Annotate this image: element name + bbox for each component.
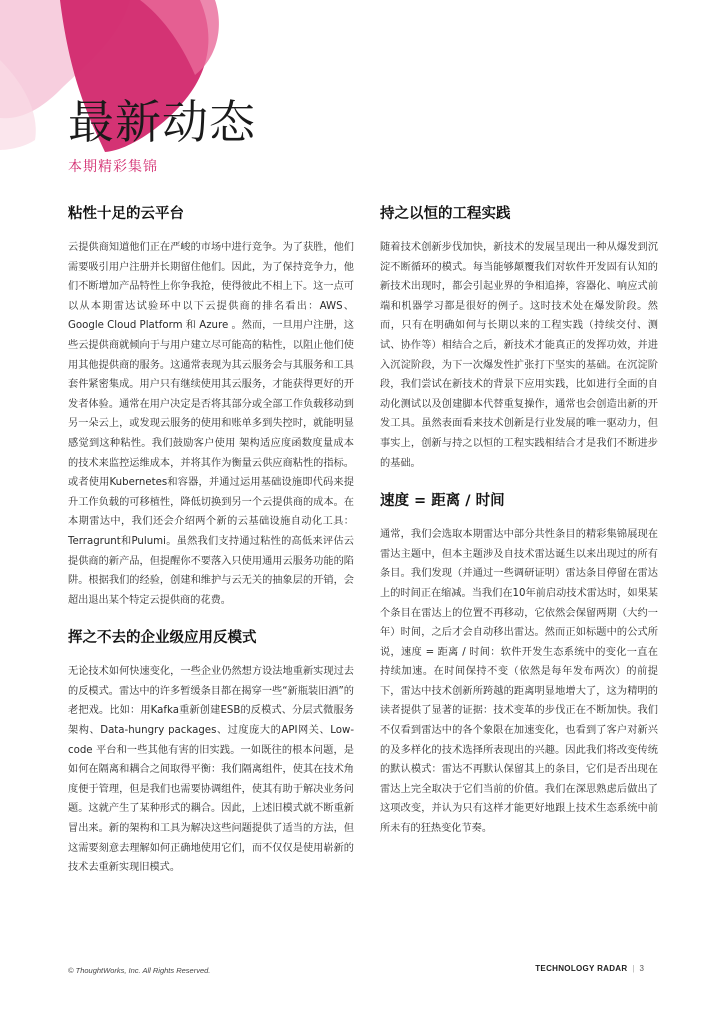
section-heading: 挥之不去的企业级应用反模式: [68, 630, 257, 647]
section-velocity: [380, 491, 658, 839]
section-body: 随着技术创新步伐加快，新技术的发展呈现出一种从爆发到沉淀不断循环的模式。每当能够颠覆我们对软件开发固有认知的新技术出现时，都会引起业界的争相追捧，容器化、响应式前端和机器学习都是很好的例子。这时技术处在爆发阶段。然而，只有在明确如何与长期以来的工程实践（持续交付、测试、协作等）相结合之后，新技术才能真正的发挥功效，并进入沉淀阶段，为下一次爆发性扩张打下坚实的基础。在沉淀阶段，我们尝试在新技术的背景下应用实践，比如进行全面的自动化测试以及创建脚本代替重复操作，通常也会创造出新的开发工具。虽然表面看来技术创新是行业发展的唯一驱动力，但事实上，创新与持之以恒的工程实践相结合才是我们不断进步的基础。: [380, 242, 658, 469]
section-heading: 持之以恒的工程实践: [380, 206, 511, 222]
section-sticky-cloud: [68, 204, 354, 610]
page-title: 最新动态: [68, 95, 256, 149]
copyright: © ThoughtWorks, Inc. All Rights Reserved.: [68, 966, 211, 975]
page-number: 3: [639, 964, 644, 973]
section-engineering-practices: [380, 204, 658, 473]
brand-name: TECHNOLOGY RADAR: [535, 964, 628, 973]
footer-separator: |: [632, 964, 635, 973]
page-subtitle: 本期精彩集锦: [68, 159, 158, 175]
section-body: 云提供商知道他们正在严峻的市场中进行竞争。为了获胜，他们需要吸引用户注册并长期留住他们。因此，为了保持竞争力，他们不断增加产品特性上你争我抢，使得彼此不相上下。这一点可以从本期雷达试验环中以下云提供商的排名看出：AWS、Google Cloud Platform 和 Azure 。然而，一旦用户注册，这些云提供商就倾向于与用户建立尽可能高的粘性，以阻止他们使用其他提供商的服务。这通常表现为其云服务会与其服务和工具套件紧密集成。用户只有继续使用其云服务，才能获得更好的开发者体验。通常在用户决定是否将其部分或全部工作负载移动到另一朵云上，或发现云服务的使用和账单多到失控时，就能明显感觉到这种粘性。我们鼓励客户使用 架构适应度函数度量成本 的技术来监控运维成本，并将其作为衡量云供应商粘性的指标。或者使用Kubernetes和容器，并通过运用基础设施即代码来提升工作负载的可移植性，降低切换到另一个云提供商的成本。在本期雷达中，我们还会介绍两个新的云基础设施自动化工具：Terragrunt和Pulumi。虽然我们支持通过粘性的高低来评估云提供商的新产品，但提醒你不要落入只使用通用云服务功能的陷阱。根据我们的经验，创建和维护与云无关的抽象层的开销，会超出退出某个特定云提供商的花费。: [68, 242, 354, 606]
right-column: [380, 204, 658, 857]
section-heading: 粘性十足的云平台: [68, 206, 184, 222]
section-heading: 速度 = 距离 / 时间: [380, 493, 505, 510]
section-body: 通常，我们会选取本期雷达中部分共性条目的精彩集锦展现在雷达主题中，但本主题涉及自技术雷达诞生以来出现过的所有条目。我们发现（并通过一些调研证明）雷达条目停留在雷达上的时间正在缩减。当我们在10年前启动技术雷达时，如果某个条目在雷达上的位置不再移动，它依然会保留两期（大约一年）时间，之后才会自动移出雷达。然而正如标题中的公式所说，速度 = 距离 / 时间：软件开发生态系统中的变化一直在持续加速。在时间保持不变（依然是每年发布两次）的前提下，雷达中技术创新所跨越的距离明显地增大了，这为精明的读者提供了显著的证据：技术变革的步伐正在不断加快。我们不仅看到雷达中的各个象限在加速变化，也看到了客户对新兴的及多样化的技术选择所表现出的兴趣。因此我们将改变传统的默认模式：雷达不再默认保留其上的条目，它们是否出现在雷达上完全取决于它们当前的价值。我们在深思熟虑后做出了这项改变，并认为只有这样才能更好地跟上技术生态系统中前所未有的狂热变化节奏。: [380, 529, 658, 835]
section-enterprise-antipatterns: [68, 628, 354, 878]
section-body: 无论技术如何快速变化，一些企业仍然想方设法地重新实现过去的反模式。雷达中的许多暂缓条目都在揭穿一些“新瓶装旧酒”的老把戏。比如：用Kafka重新创建ESB的反模式、分层式微服务架构、Data-hungry packages、过度庞大的API网关、Low-code 平台和一些其他有害的旧实践。一如既往的根本问题，是如何在隔离和耦合之间取得平衡：我们隔离组件，使其在技术角度便于管理，但是我们也需要协调组件，使其有助于解决业务问题。这就产生了某种形式的耦合。因此，上述旧模式就不断重新冒出来。新的架构和工具为解决这些问题提供了适当的方法，但这需要刻意去理解如何正确地使用它们，而不仅仅是使用崭新的技术去重新实现旧模式。: [68, 666, 354, 874]
left-column: [68, 204, 354, 896]
footer-brand: [535, 964, 644, 973]
